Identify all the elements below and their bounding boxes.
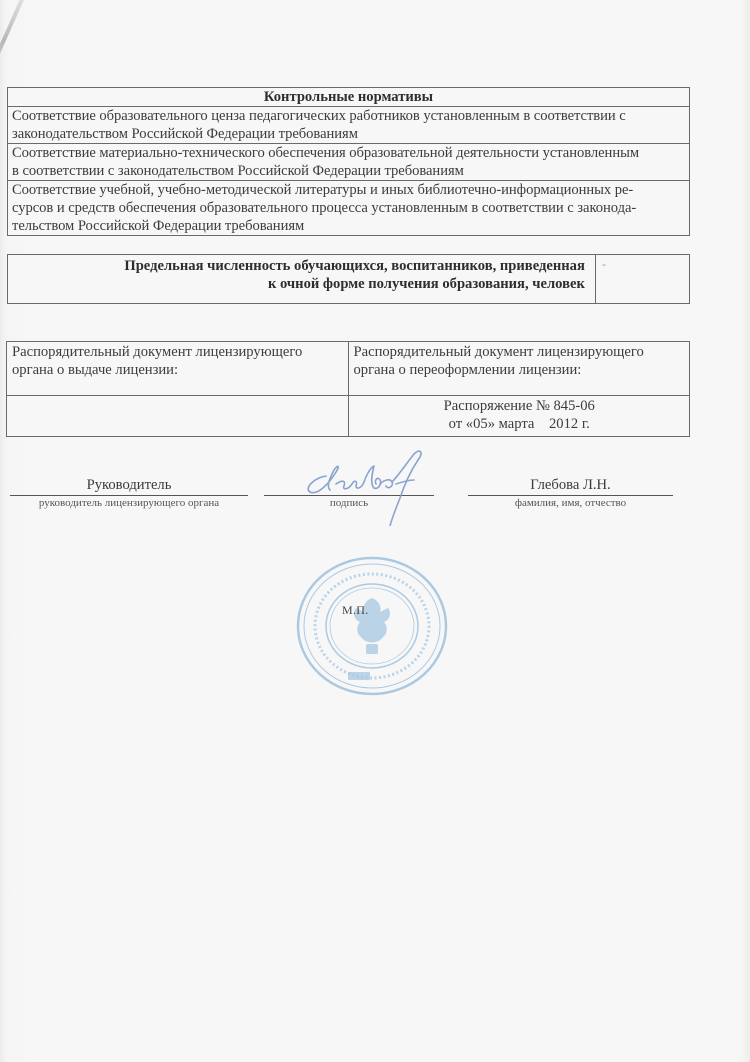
stamp-place-label: М.П. [342,603,369,617]
norm-1-line-2: законодательством Российской Федерации требованиям [12,126,358,142]
norm-1-line-1: Соответствие образовательного ценза педагогических работников установленным в соответствии с [12,108,626,124]
student-limit-row [8,255,690,304]
signatory-position-block [10,475,248,510]
license-issue-header-line-1: Распорядительный документ лицензирующего [12,344,303,360]
license-reissue-order-number: Распоряжение № 845-06 [443,398,595,414]
signature-caption: подпись [329,497,369,509]
control-norms-header: Контрольные нормативы [8,88,690,107]
signatory-name-caption: фамилия, имя, отчество [514,497,627,509]
control-norms-row [8,144,690,181]
license-issue-value [7,396,349,437]
license-issue-header [7,342,349,396]
student-limit-value: - [595,255,689,304]
signatory-name: Глебова Л.Н. [468,475,673,496]
control-norms-cell-2 [8,144,690,181]
handwritten-signature-icon [296,446,446,526]
signatory-position: Руководитель [10,475,248,496]
student-limit-label [8,255,596,304]
signatory-name-block [468,475,673,510]
control-norms-cell-3 [8,181,690,236]
norm-3-line-1: Соответствие учебной, учебно-методической литературы и иных библиотечно-информационных ре- [12,182,634,198]
student-limit-label-line-1: Предельная численность обучающихся, воспитанников, приведенная [124,258,585,274]
license-documents-header-row [7,342,690,396]
control-norms-cell-1 [8,107,690,144]
license-reissue-header-line-2: органа о переоформлении лицензии: [353,362,582,378]
norm-3-line-3: тельством Российской Федерации требованиям [12,218,305,234]
license-documents-value-row [7,396,690,437]
control-norms-row [8,107,690,144]
norm-3-line-2: сурсов и средств обеспечения образовательного процесса установленным в соответствии с законода- [12,200,637,216]
student-limit-table [7,254,690,304]
license-reissue-header-line-1: Распорядительный документ лицензирующего [353,344,644,360]
license-issue-header-line-2: органа о выдаче лицензии: [12,362,179,378]
signatory-position-caption: руководитель лицензирующего органа [38,497,220,509]
license-documents-table [6,341,690,437]
student-limit-label-line-2: к очной форме получения образования, человек [267,276,585,292]
control-norms-header-row [8,88,690,107]
official-stamp-icon [296,556,448,696]
license-reissue-value [348,396,690,437]
control-norms-row [8,181,690,236]
license-reissue-header [348,342,690,396]
control-norms-table [7,87,690,236]
norm-2-line-2: в соответствии с законодательством Российской Федерации требованиям [12,163,464,179]
norm-2-line-1: Соответствие материально-технического обеспечения образовательной деятельности установленным [12,145,640,161]
license-reissue-order-date: от «05» марта 2012 г. [448,416,590,432]
